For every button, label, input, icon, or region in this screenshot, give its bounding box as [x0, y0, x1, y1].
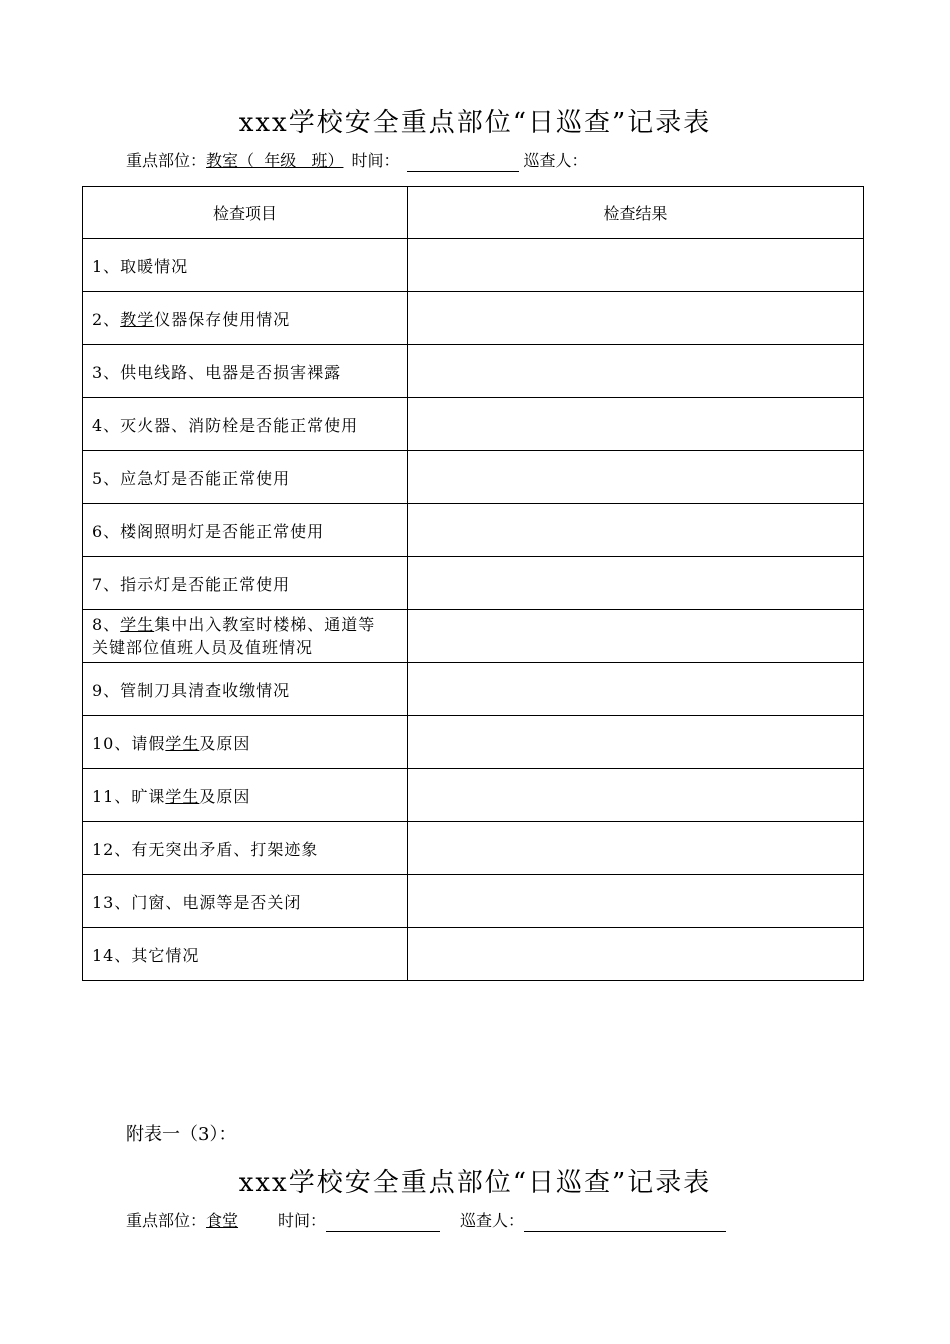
check-item	[83, 345, 408, 398]
form2-location-value: 食堂	[206, 1211, 239, 1230]
check-item-text: 6、楼阁照明灯是否能正常使用	[92, 521, 325, 541]
form1-time-label: 时间：	[351, 151, 400, 170]
check-item	[83, 928, 408, 981]
check-result-cell[interactable]	[408, 928, 864, 981]
form1-inspector-label: 巡查人：	[523, 151, 588, 170]
header-check-item: 检查项目	[83, 187, 408, 239]
form1-meta	[126, 150, 587, 172]
table-row	[83, 875, 864, 928]
check-result-cell[interactable]	[408, 769, 864, 822]
form2-title: xxx学校安全重点部位“日巡查”记录表	[238, 1168, 712, 1198]
check-item	[83, 398, 408, 451]
check-result-cell[interactable]	[408, 504, 864, 557]
form1-location-value: 教室（ 年级 班）	[206, 151, 344, 170]
table-row	[83, 345, 864, 398]
check-result-cell[interactable]	[408, 716, 864, 769]
table-row	[83, 769, 864, 822]
check-result-cell[interactable]	[408, 875, 864, 928]
check-result-cell[interactable]	[408, 663, 864, 716]
table-row	[83, 822, 864, 875]
check-item	[83, 239, 408, 292]
form1-time-field[interactable]	[407, 153, 519, 172]
check-result-cell[interactable]	[408, 610, 864, 663]
table-row	[83, 663, 864, 716]
table-row	[83, 239, 864, 292]
form2-location-label: 重点部位：	[126, 1211, 207, 1230]
check-item	[83, 504, 408, 557]
table-body	[83, 239, 864, 981]
check-item	[83, 610, 408, 663]
table-row	[83, 398, 864, 451]
table-header-row	[83, 187, 864, 239]
check-result-cell[interactable]	[408, 292, 864, 345]
check-result-cell[interactable]	[408, 398, 864, 451]
check-result-cell[interactable]	[408, 557, 864, 610]
check-item-text: 12、有无突出矛盾、打架迹象	[92, 839, 319, 859]
check-item-underlined-text: 学生	[120, 615, 155, 634]
check-item-text: 1、取暖情况	[92, 256, 189, 276]
check-item	[83, 663, 408, 716]
form2-meta	[126, 1210, 726, 1232]
check-item	[83, 557, 408, 610]
check-item-text: 10、请假	[92, 733, 166, 753]
form1-location-label: 重点部位：	[126, 151, 207, 170]
check-item	[83, 292, 408, 345]
check-result-cell[interactable]	[408, 451, 864, 504]
check-item-text: 8、	[92, 615, 121, 634]
table-row	[83, 716, 864, 769]
check-item-text: 及原因	[199, 733, 251, 753]
table-row	[83, 292, 864, 345]
form2-time-label: 时间：	[278, 1211, 327, 1230]
form2-time-field[interactable]	[326, 1213, 440, 1232]
form2-inspector-label: 巡查人：	[460, 1211, 525, 1230]
check-item-text: 7、指示灯是否能正常使用	[92, 574, 291, 594]
check-item-text: 仪器保存使用情况	[154, 309, 291, 329]
check-result-cell[interactable]	[408, 822, 864, 875]
header-check-result: 检查结果	[408, 187, 864, 239]
check-item-text: 关键部位值班人员及值班情况	[92, 638, 314, 657]
check-item-text: 集中出入教室时楼梯、通道等	[154, 615, 376, 634]
check-item-text: 2、	[92, 309, 121, 329]
check-item-text: 9、管制刀具清查收缴情况	[92, 680, 291, 700]
check-item-underlined-text: 学生	[165, 733, 200, 753]
check-item-text: 14、其它情况	[92, 945, 200, 965]
table-row	[83, 557, 864, 610]
check-item	[83, 875, 408, 928]
form2-inspector-field[interactable]	[524, 1213, 726, 1232]
inspection-table	[82, 186, 864, 981]
table-row	[83, 610, 864, 663]
check-result-cell[interactable]	[408, 345, 864, 398]
form1-title: xxx学校安全重点部位“日巡查”记录表	[238, 108, 712, 138]
check-item-text: 4、灭火器、消防栓是否能正常使用	[92, 415, 359, 435]
check-item	[83, 451, 408, 504]
check-item-text: 及原因	[199, 786, 251, 806]
check-item	[83, 822, 408, 875]
check-item-text: 5、应急灯是否能正常使用	[92, 468, 291, 488]
check-item-text: 3、供电线路、电器是否损害裸露	[92, 362, 342, 382]
check-item-text: 11、旷课	[92, 786, 166, 806]
check-item-text: 13、门窗、电源等是否关闭	[92, 892, 302, 912]
table-row	[83, 928, 864, 981]
appendix-label: 附表一（3）：	[126, 1124, 237, 1145]
check-result-cell[interactable]	[408, 239, 864, 292]
table-row	[83, 504, 864, 557]
check-item-underlined-text: 教学	[120, 309, 155, 329]
check-item	[83, 716, 408, 769]
check-item	[83, 769, 408, 822]
check-item-underlined-text: 学生	[165, 786, 200, 806]
table-row	[83, 451, 864, 504]
